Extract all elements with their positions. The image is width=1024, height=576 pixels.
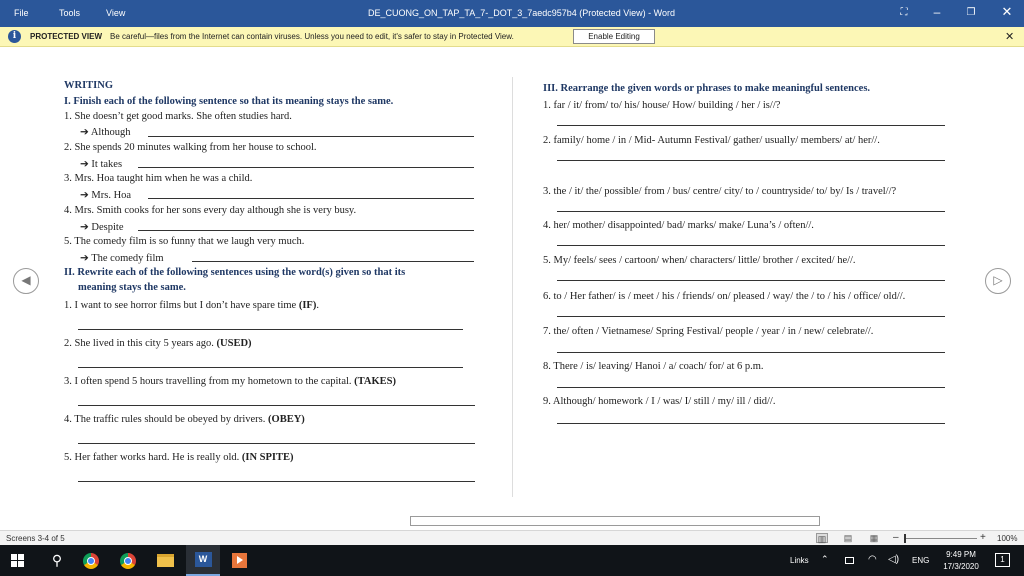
menu-file[interactable]: File <box>14 8 29 18</box>
section2-title-line1: II. Rewrite each of the following sentences using the word(s) given so that its <box>64 267 406 278</box>
wifi-icon[interactable]: ◠ <box>868 554 877 565</box>
s3-item-1: 1. far / it/ from/ to/ his/ house/ How/ building / her / is//? <box>543 100 781 111</box>
answer-line[interactable] <box>78 443 475 444</box>
answer-line[interactable] <box>557 316 945 317</box>
chrome-taskbar-button-2[interactable] <box>111 545 145 576</box>
s2-item-3: 3. I often spend 5 hours travelling from my hometown to the capital. (TAKES) <box>64 376 396 387</box>
clock-time: 9:49 PM <box>946 550 976 559</box>
status-bar <box>0 530 1024 545</box>
answer-line[interactable] <box>557 423 945 424</box>
s3-item-2: 2. family/ home / in / Mid- Autumn Festival/ gather/ usually/ members/ at/ her//. <box>543 135 880 146</box>
chevron-right-icon: ▷ <box>993 273 1003 287</box>
s3-item-3: 3. the / it/ the/ possible/ from / bus/ centre/ city/ to / countryside/ to/ by/ Is / travel//? <box>543 186 897 197</box>
language-indicator[interactable]: ENG <box>912 556 930 565</box>
next-screen-button[interactable] <box>985 268 1011 294</box>
fullscreen-icon[interactable]: ⛶ <box>900 7 908 18</box>
column-divider <box>512 77 513 497</box>
answer-line[interactable] <box>557 387 945 388</box>
protected-view-bar <box>0 27 1024 47</box>
horizontal-scrollbar[interactable] <box>410 516 820 526</box>
zoom-slider[interactable] <box>905 538 977 539</box>
minimize-icon[interactable]: – <box>933 5 941 19</box>
s1-item-5-prompt: 5. The comedy film is so funny that we laugh very much. <box>64 236 305 247</box>
read-mode-icon[interactable]: ▥ <box>817 534 827 544</box>
s1-item-3-prompt: 3. Mrs. Hoa taught him when he was a child. <box>64 173 253 184</box>
s3-item-9: 9. Although/ homework / I / was/ I/ still / my/ ill / did//. <box>543 396 776 407</box>
s1-item-2-prompt: 2. She spends 20 minutes walking from her house to school. <box>64 142 317 153</box>
start-button[interactable] <box>0 545 34 576</box>
s1-item-1-answer: ➔ Although <box>80 127 131 138</box>
media-player-button[interactable] <box>222 545 256 576</box>
answer-line[interactable] <box>138 167 474 168</box>
zoom-in-button[interactable]: + <box>980 532 986 543</box>
word-taskbar-button[interactable] <box>186 545 220 576</box>
s1-item-4-prompt: 4. Mrs. Smith cooks for her sons every day although she is very busy. <box>64 205 357 216</box>
menu-view[interactable]: View <box>106 8 126 18</box>
section3-title: III. Rearrange the given words or phrases to make meaningful sentences. <box>543 83 871 94</box>
folder-icon <box>157 554 174 567</box>
file-explorer-button[interactable] <box>148 545 182 576</box>
battery-icon[interactable] <box>845 557 854 564</box>
s3-item-7: 7. the/ often / Vietnamese/ Spring Festival/ people / year / in / new/ celebrate//. <box>543 326 874 337</box>
chrome-icon <box>83 553 99 569</box>
taskbar <box>0 545 1024 576</box>
s1-item-2-answer: ➔ It takes <box>80 159 123 170</box>
answer-line[interactable] <box>78 481 475 482</box>
search-button[interactable] <box>40 545 74 576</box>
protected-view-title: PROTECTED VIEW <box>30 32 103 41</box>
info-icon: i <box>8 30 21 43</box>
web-layout-icon[interactable]: ▦ <box>869 533 879 543</box>
s3-item-4: 4. her/ mother/ disappointed/ bad/ marks/ make/ Luna’s / often//. <box>543 220 814 231</box>
answer-line[interactable] <box>78 405 475 406</box>
section1-title: I. Finish each of the following sentence so that its meaning stays the same. <box>64 96 394 107</box>
word-icon: W <box>195 552 212 567</box>
restore-icon[interactable]: ❐ <box>966 7 976 18</box>
answer-line[interactable] <box>557 160 945 161</box>
s1-item-4-answer: ➔ Despite <box>80 222 124 233</box>
enable-editing-button[interactable]: Enable Editing <box>573 29 655 44</box>
s3-item-5: 5. My/ feels/ sees / cartoon/ when/ characters/ little/ brother / excited/ he//. <box>543 255 856 266</box>
chevron-left-icon: ◀ <box>21 273 31 287</box>
protected-view-message: Be careful—files from the Internet can contain viruses. Unless you need to edit, it's safer to stay in Protected View. <box>110 32 514 41</box>
zoom-level[interactable]: 100% <box>997 534 1018 543</box>
zoom-out-button[interactable]: – <box>893 532 899 543</box>
answer-line[interactable] <box>78 367 463 368</box>
answer-line[interactable] <box>557 211 945 212</box>
notification-icon[interactable]: 1 <box>995 553 1010 567</box>
answer-line[interactable] <box>557 352 945 353</box>
s3-item-8: 8. There / is/ leaving/ Hanoi / a/ coach/ for/ at 6 p.m. <box>543 361 764 372</box>
previous-screen-button[interactable] <box>13 268 39 294</box>
s2-item-5: 5. Her father works hard. He is really old. (IN SPITE) <box>64 452 294 463</box>
play-icon <box>232 553 247 568</box>
screen-count: Screens 3-4 of 5 <box>6 534 65 543</box>
s1-item-1-prompt: 1. She doesn’t get good marks. She often studies hard. <box>64 111 292 122</box>
writing-heading: WRITING <box>64 80 114 91</box>
volume-icon[interactable]: ◁) <box>888 554 900 565</box>
search-icon: ⚲ <box>51 552 63 568</box>
close-window-icon[interactable]: ✕ <box>1001 4 1013 19</box>
s1-item-3-answer: ➔ Mrs. Hoa <box>80 190 132 201</box>
answer-line[interactable] <box>138 230 474 231</box>
close-bar-icon[interactable]: ✕ <box>1005 31 1015 43</box>
answer-line[interactable] <box>148 198 474 199</box>
section2-title-line2: meaning stays the same. <box>78 282 186 293</box>
s2-item-1: 1. I want to see horror films but I don’t have spare time (IF). <box>64 300 319 311</box>
menu-tools[interactable]: Tools <box>59 8 81 18</box>
answer-line[interactable] <box>557 280 945 281</box>
clock-date: 17/3/2020 <box>943 562 979 571</box>
answer-line[interactable] <box>192 261 474 262</box>
clock[interactable] <box>940 549 982 573</box>
title-bar <box>0 0 1024 27</box>
s1-item-5-answer: ➔ The comedy film <box>80 253 164 264</box>
s2-item-2: 2. She lived in this city 5 years ago. (USED) <box>64 338 252 349</box>
s2-item-4: 4. The traffic rules should be obeyed by drivers. (OBEY) <box>64 414 305 425</box>
answer-line[interactable] <box>557 125 945 126</box>
windows-icon <box>11 554 24 567</box>
answer-line[interactable] <box>78 329 463 330</box>
chrome-taskbar-button[interactable] <box>74 545 108 576</box>
s3-item-6: 6. to / Her father/ is / meet / his / friends/ on/ pleased / way/ the / to / his / office/ old//. <box>543 291 906 302</box>
answer-line[interactable] <box>148 136 474 137</box>
document-area <box>0 47 1024 530</box>
chevron-up-icon[interactable]: ⌃ <box>821 554 829 564</box>
zoom-slider-thumb[interactable] <box>904 534 906 543</box>
chrome-icon <box>120 553 136 569</box>
print-layout-icon[interactable]: ▤ <box>843 533 853 543</box>
document-title: DE_CUONG_ON_TAP_TA_7-_DOT_3_7aedc957b4 (Protected View) - Word <box>368 8 675 18</box>
answer-line[interactable] <box>557 245 945 246</box>
links-toolbar[interactable]: Links <box>790 556 809 565</box>
